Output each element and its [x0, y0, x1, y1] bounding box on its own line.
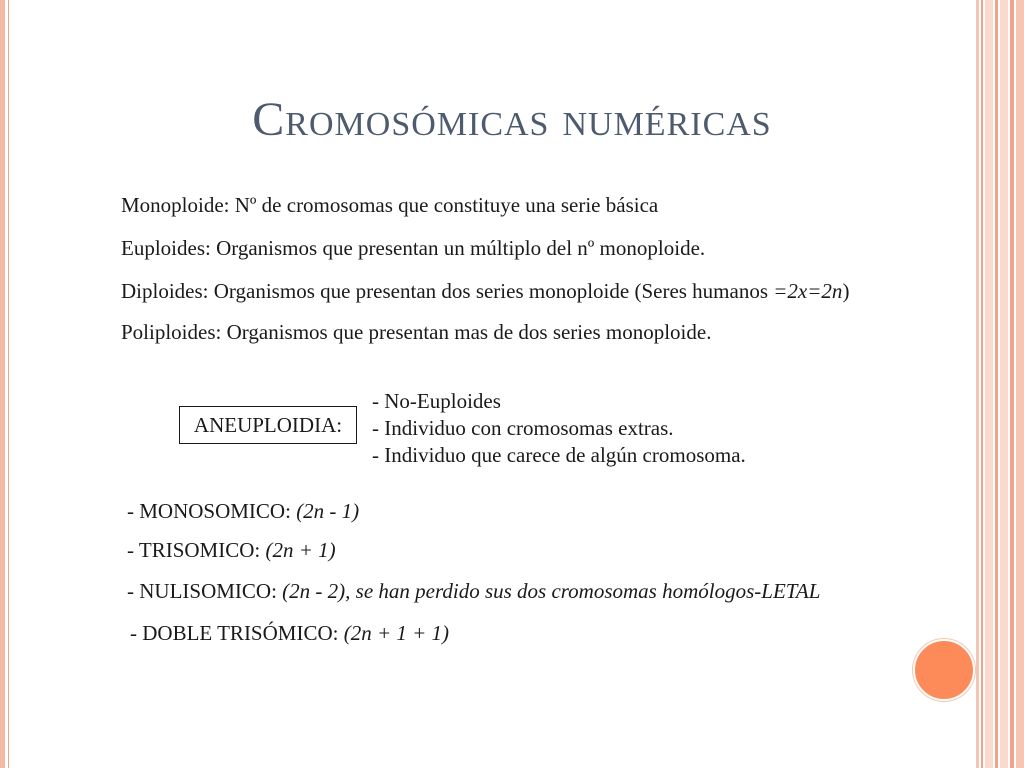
definition-text: Poliploides: Organismos que presentan mas de dos series monoploide. — [121, 320, 712, 344]
definition-poliploides — [121, 320, 711, 345]
aneuploidia-label: ANEUPLOIDIA: — [193, 412, 343, 437]
type-label: - NULISOMICO: — [127, 579, 283, 603]
type-formula: (2n + 1) — [265, 538, 336, 562]
definition-text: Monoploide: Nº de cromosomas que constituye una serie básica — [121, 193, 659, 217]
definition-euploides — [121, 236, 705, 261]
aneuploidia-item: - No-Euploides — [372, 389, 501, 413]
type-formula: (2n - 1) — [296, 499, 360, 523]
aneuploidia-box — [179, 406, 357, 444]
definition-diploides — [121, 279, 849, 304]
type-monosomico — [127, 499, 359, 524]
type-formula: (2n + 1 + 1) — [343, 621, 450, 645]
page-title: Cromosómicas numéricas — [252, 93, 772, 146]
definition-suffix: ) — [842, 279, 850, 303]
orange-circle-decoration — [913, 639, 975, 701]
type-label: - TRISOMICO: — [127, 538, 266, 562]
definition-monoploide — [121, 193, 658, 218]
definition-text: Diploides: Organismos que presentan dos series monoploide (Seres humanos — [121, 279, 774, 303]
type-label: - MONOSOMICO: — [127, 499, 297, 523]
type-doble-trisomico — [130, 621, 449, 646]
type-trisomico — [127, 538, 336, 563]
type-label: - DOBLE TRISÓMICO: — [130, 621, 344, 645]
aneuploidia-list — [372, 388, 746, 469]
aneuploidia-item: - Individuo que carece de algún cromosoma. — [372, 443, 746, 467]
type-formula: (2n - 2), se han perdido sus dos cromosomas homólogos-LETAL — [282, 579, 821, 603]
type-nulisomico — [127, 579, 820, 604]
aneuploidia-item: - Individuo con cromosomas extras. — [372, 416, 674, 440]
definition-formula: =2x=2n — [773, 279, 843, 303]
definition-text: Euploides: Organismos que presentan un múltiplo del nº monoploide. — [121, 236, 706, 260]
